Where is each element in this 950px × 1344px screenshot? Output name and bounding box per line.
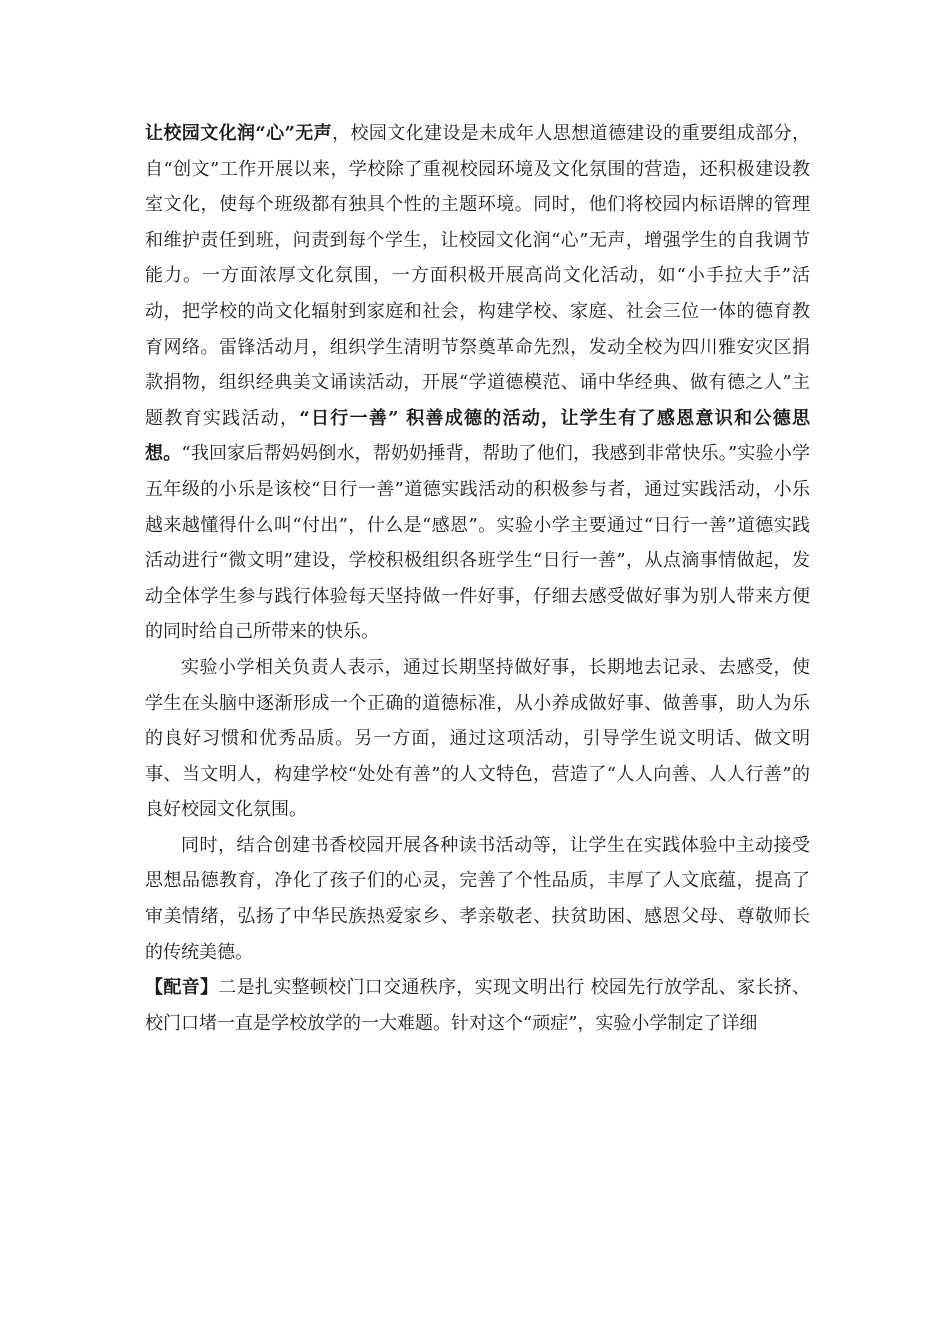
paragraph-text: “我回家后帮妈妈倒水，帮奶奶捶背，帮助了他们，我感到非常快乐。”实验小学五年级的小乐是该校“日行一善”道德实践活动的积极参与者，通过实践活动，小乐越来越懂得什么叫“付出”，什么是“感恩”。实验小学主要通过“日行一善”道德实践活动进行“微文明”建设，学校积极组织各班学生“日行一善”，从点滴事情做起，发动全体学生参与践行体验每天坚持做一件好事，仔细去感受做好事为别人带来方便的同时给自己所带来的快乐。 [145,443,811,643]
paragraph-text: 同时，结合创建书香校园开展各种读书活动等，让学生在实践体验中主动接受思想品德教育，净化了孩子们的心灵，完善了个性品质，丰厚了人文底蕴，提高了审美情绪，弘扬了中华民族热爱家乡、孝亲敬老、扶贫助困、感恩父母、尊敬师长的传统美德。 [145,834,810,963]
document-body [145,116,810,1041]
paragraph-text: ，校园文化建设是未成年人思想道德建设的重要组成部分，自“创文”工作开展以来，学校除了重视校园环境及文化氛围的营造，还积极建设教室文化，使每个班级都有独具个性的主题环境。同时，他们将校园内标语牌的管理和维护责任到班，问责到每个学生，让校园文化润“心”无声，增强学生的自我调节能力。一方面浓厚文化氛围，一方面积极开展高尚文化活动，如“小手拉大手”活动，把学校的尚文化辐射到家庭和社会，构建学校、家庭、社会三位一体的德育教育网络。雷锋活动月，组织学生清明节祭奠革命先烈，发动全校为四川雅安灾区捐款捐物，组织经典美文诵读活动，开展“学道德模范、诵中华经典、做有德之人”主题教育实践活动， [145,123,810,429]
lead-heading: 让校园文化润“心”无声 [145,123,333,144]
highlighted-text: “日行一善” 积善成德的活动，让学生有了感恩意识和公德思想。 [145,407,810,465]
paragraph-campus-culture [145,116,810,650]
paragraph-text: 二是扎实整顿校门口交通秩序，实现文明出行 校园先行放学乱、家长挤、校门口堵一直是学校放学的一大难题。针对这个“顽症”，实验小学制定了详细 [145,977,811,1034]
voiceover-label: 【配音】 [145,977,219,999]
paragraph-official-statement [145,650,810,828]
paragraph-text: 实验小学相关负责人表示，通过长期坚持做好事，长期地去记录、去感受，使学生在头脑中逐渐形成一个正确的道德标准，从小养成做好事、做善事，助人为乐的良好习惯和优秀品质。另一方面，通过这项活动，引导学生说文明话、做文明事、当文明人，构建学校“处处有善”的人文特色，营造了“人人向善、人人行善”的良好校园文化氛围。 [145,656,810,821]
paragraph-voiceover [145,970,810,1041]
paragraph-reading-activities [145,828,810,970]
